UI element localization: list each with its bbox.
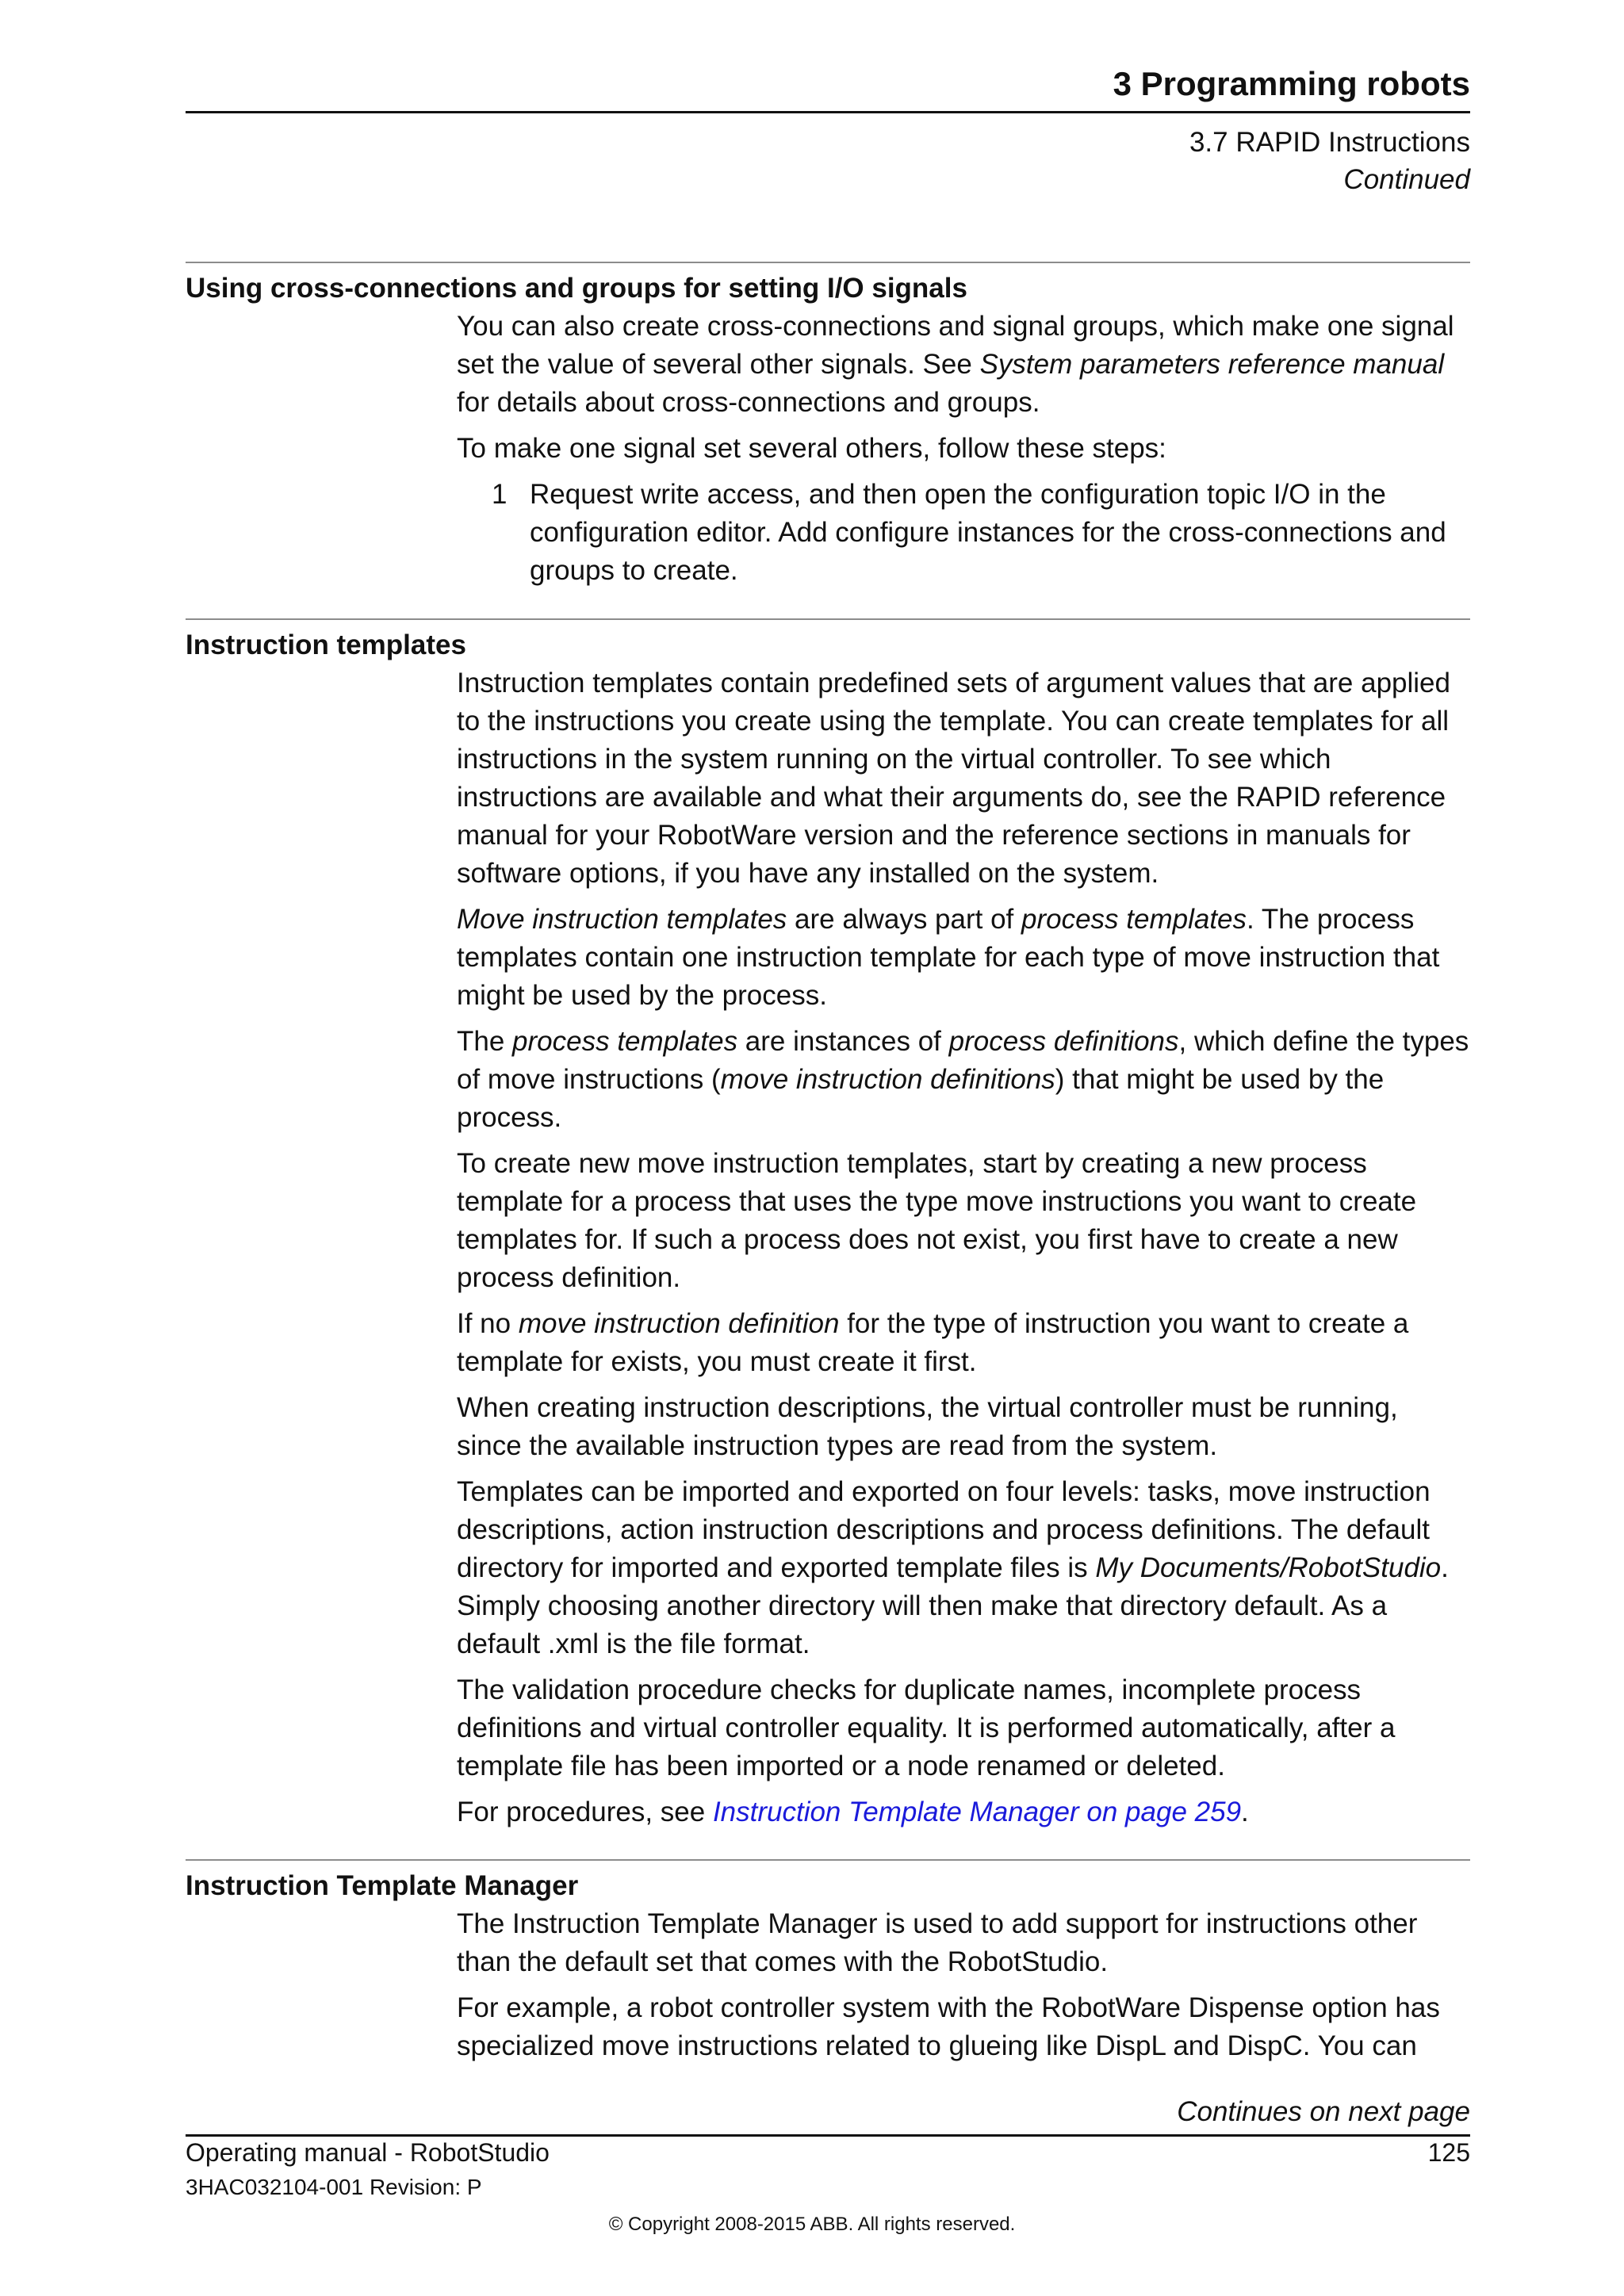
footer-rule [186, 2134, 1470, 2137]
section-body [457, 308, 1470, 590]
paragraph: To make one signal set several others, follow these steps: [457, 433, 1166, 464]
copyright-notice: © Copyright 2008-2015 ABB. All rights reserved. [608, 2214, 1016, 2235]
section-instruction-template-manager [186, 1859, 1470, 2073]
instruction-template-manager-link[interactable]: Instruction Template Manager on page 259 [712, 1797, 1242, 1827]
footer-manual-title: Operating manual - RobotStudio [186, 2138, 550, 2167]
paragraph: Move instruction templates are always part of process templates. The process templates contain one instruction template for each type of move instruction that might be used by the process. [457, 904, 1440, 1011]
section-heading: 3.7 RAPID Instructions [1189, 127, 1470, 158]
document-id: 3HAC032104-001 Revision: P [186, 2175, 482, 2199]
section-title: Instruction templates [186, 629, 466, 660]
section-divider [186, 618, 1470, 620]
section-divider [186, 1859, 1470, 1861]
page-number: 125 [1427, 2138, 1470, 2167]
step-number: 1 [492, 479, 508, 510]
paragraph: The Instruction Template Manager is used to add support for instructions other than the default set that comes with the RobotStudio. [457, 1908, 1418, 1977]
section-body [457, 664, 1470, 1831]
section-title: Instruction Template Manager [186, 1870, 579, 1901]
paragraph: To create new move instruction templates, start by creating a new process template for a process that uses the type move instructions you want to create templates for. If such a process does not exist, you first have to create a new process definition. [457, 1148, 1417, 1293]
paragraph: When creating instruction descriptions, the virtual controller must be running, since the available instruction types are read from the system. [457, 1392, 1398, 1461]
header-continued-label: Continued [1343, 164, 1470, 195]
section-body [457, 1905, 1470, 2065]
step-item [492, 476, 1470, 590]
chapter-heading: 3 Programming robots [1113, 65, 1470, 102]
paragraph: The validation procedure checks for duplicate names, incomplete process definitions and virtual controller equality. It is performed automatically, after a template file has been imported or a node renamed or deleted. [457, 1674, 1396, 1781]
paragraph: You can also create cross-connections and signal groups, which make one signal set the value of several other signals. See System parameters reference manual for details about cross-connections and groups. [457, 311, 1454, 418]
paragraph: If no move instruction definition for the type of instruction you want to create a template for exists, you must create it first. [457, 1308, 1409, 1377]
header-rule [186, 111, 1470, 113]
reference-manual-title: System parameters reference manual [979, 349, 1445, 380]
section-instruction-templates [186, 618, 1470, 1839]
step-text: Request write access, and then open the configuration topic I/O in the configuration editor. Add configure instances for the cross-connections and groups to create. [530, 479, 1446, 586]
paragraph: For example, a robot controller system with the RobotWare Dispense option has specialized move instructions related to glueing like DispL and DispC. You can [457, 1992, 1440, 2061]
section-title: Using cross-connections and groups for setting I/O signals [186, 273, 967, 304]
paragraph: The process templates are instances of process definitions, which define the types of move instructions (move instruction definitions) that might be used by the process. [457, 1026, 1469, 1133]
paragraph: For procedures, see Instruction Template Manager on page 259. [457, 1797, 1249, 1827]
section-cross-connections [186, 262, 1470, 590]
continues-on-next-page: Continues on next page [1177, 2096, 1470, 2127]
paragraph: Instruction templates contain predefined sets of argument values that are applied to the instructions you create using the template. You can create templates for all instructions in the system running on the virtual controller. To see which instructions are available and what their arguments do, see the RAPID reference manual for your RobotWare version and the reference sections in manuals for software options, if you have any installed on the system. [457, 668, 1450, 889]
paragraph: Templates can be imported and exported on four levels: tasks, move instruction descriptions, action instruction descriptions and process definitions. The default directory for imported and exported template files is My Documents/RobotStudio. Simply choosing another directory will then make that directory default. As a default .xml is the file format. [457, 1476, 1449, 1659]
section-divider [186, 262, 1470, 263]
